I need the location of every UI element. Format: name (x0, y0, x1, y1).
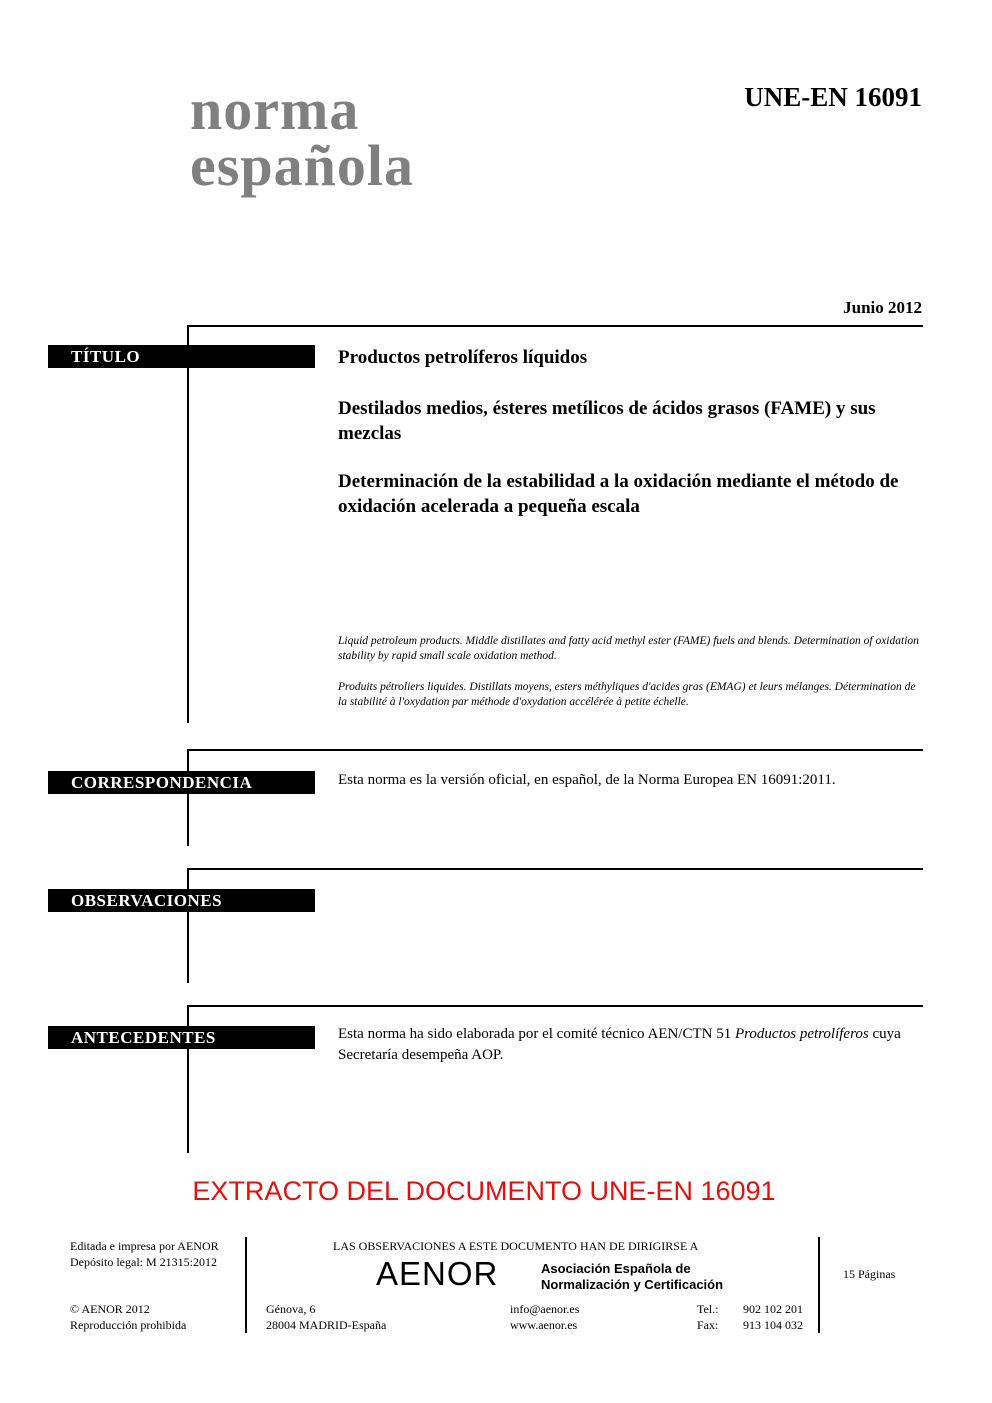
fax-row (697, 1317, 803, 1333)
aenor-org-name (541, 1261, 723, 1293)
english-title: Liquid petroleum products. Middle distillates and fatty acid methyl ester (FAME) fuels and blends. Determination of oxidation stability by rapid small scale oxidation method. (338, 635, 919, 662)
footer-phone (697, 1301, 803, 1333)
footer-divider (818, 1237, 820, 1333)
tel-label: Tel.: (697, 1302, 719, 1316)
section-vertical-rule (187, 868, 189, 983)
section-divider (188, 749, 923, 751)
reproduction-notice: Reproducción prohibida (70, 1318, 187, 1332)
section-label-titulo: TÍTULO (48, 345, 315, 368)
address-street: Génova, 6 (266, 1302, 316, 1316)
section-divider (188, 868, 923, 870)
address-city: 28004 MADRID-España (266, 1318, 387, 1332)
title-part: Determinación de la estabilidad a la oxidación mediante el método de oxidación acelerada a pequeña escala (338, 471, 899, 517)
org-name-line-2: Normalización y Certificación (541, 1277, 724, 1292)
section-label-observaciones: OBSERVACIONES (48, 889, 315, 912)
section-vertical-rule (187, 749, 189, 846)
section-divider (188, 325, 923, 327)
title-main: Productos petrolíferos líquidos (338, 347, 588, 368)
extract-notice: EXTRACTO DEL DOCUMENTO UNE-EN 16091 (192, 1176, 776, 1206)
publication-date: Junio 2012 (843, 298, 922, 317)
background-text (338, 1024, 924, 1066)
committee-name: Productos petrolíferos (734, 1026, 869, 1042)
phone-row (697, 1301, 803, 1317)
footer-copyright (70, 1301, 186, 1333)
aenor-logo: AENOR (376, 1255, 499, 1292)
tel-number: 902 102 201 (743, 1302, 803, 1316)
brand-line-2: española (190, 133, 414, 198)
footer-publisher (70, 1238, 219, 1270)
copyright: © AENOR 2012 (70, 1302, 150, 1316)
website-link[interactable]: www.aenor.es (510, 1318, 578, 1332)
section-label-antecedentes: ANTECEDENTES (48, 1026, 315, 1049)
observations-note: LAS OBSERVACIONES A ESTE DOCUMENTO HAN DE DIRIGIRSE A (333, 1239, 699, 1253)
legal-deposit: Depósito legal: M 21315:2012 (70, 1255, 217, 1269)
background-text-end: cuya Secretaría desempeña AOP. (338, 1026, 901, 1063)
org-name-line-1: Asociación Española de (541, 1261, 691, 1276)
edited-by: Editada e impresa por AENOR (70, 1239, 219, 1253)
standard-code: UNE-EN 16091 (744, 82, 922, 112)
title-complement: Destilados medios, ésteres metílicos de ácidos grasos (FAME) y sus mezclas (338, 398, 876, 444)
french-title: Produits pétroliers liquides. Distillats moyens, esters méthyliques d'acides gras (EMAG) et leurs mélanges. Détermination de la stabilité à l'oxydation par méthode d'oxydation accélérée à petite échelle. (338, 681, 916, 708)
footer-contact (510, 1301, 579, 1333)
fax-label: Fax: (697, 1318, 719, 1332)
brand-title (190, 77, 414, 198)
fax-number: 913 104 032 (743, 1318, 803, 1332)
section-vertical-rule (187, 325, 189, 723)
section-divider (188, 1005, 923, 1007)
page-count: 15 Páginas (843, 1267, 896, 1281)
footer-divider (245, 1237, 247, 1333)
correspondence-text: Esta norma es la versión oficial, en español, de la Norma Europea EN 16091:2011. (338, 772, 836, 788)
section-label-correspondencia: CORRESPONDENCIA (48, 771, 315, 794)
brand-line-1: norma (190, 77, 360, 142)
email-link[interactable]: info@aenor.es (510, 1302, 580, 1316)
background-text-start: Esta norma ha sido elaborada por el comité técnico AEN/CTN 51 (338, 1026, 735, 1042)
footer-address (266, 1301, 386, 1333)
